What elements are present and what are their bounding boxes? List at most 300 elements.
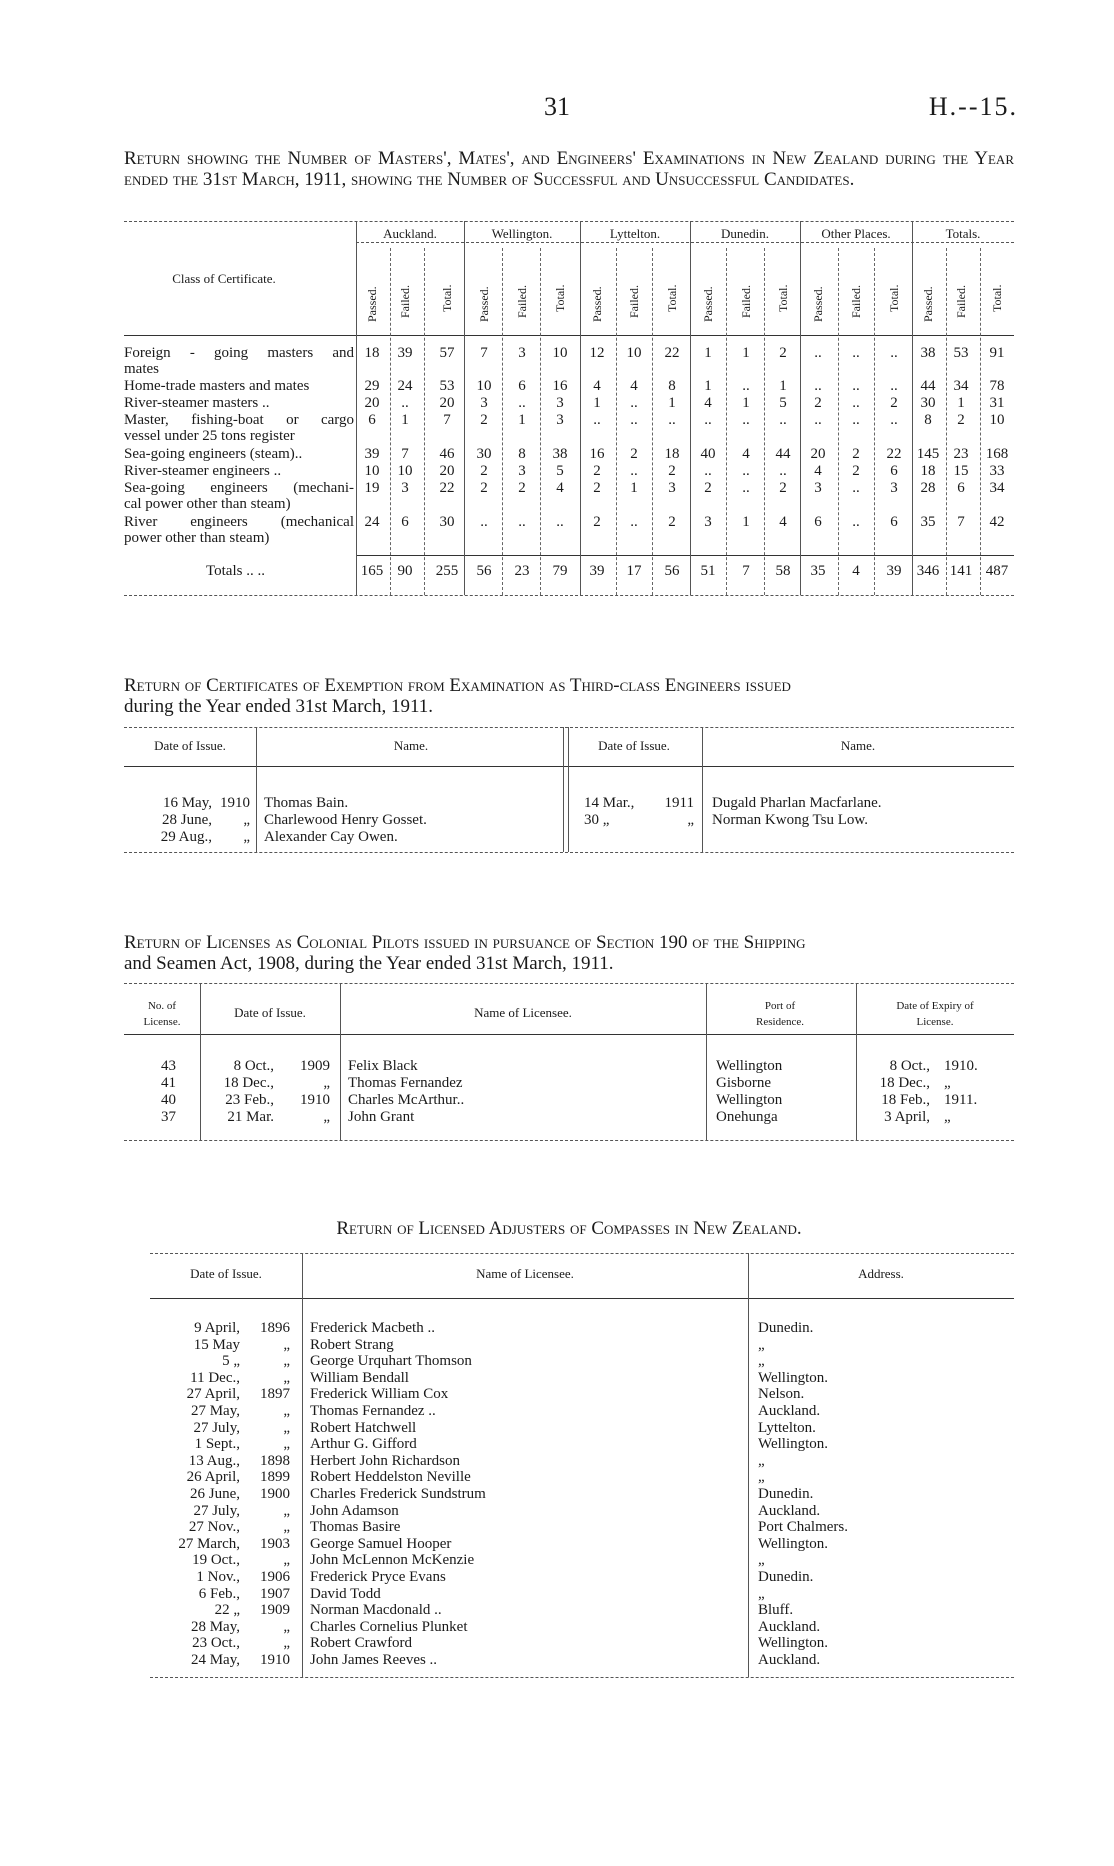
table-cell: 2 [480, 463, 488, 479]
table3-title: Return of Licenses as Colonial Pilots issued in pursuance of Section 190 of the Shipping and Seamen Act, 1908, during the Year ended 31st March, 1911. [124, 932, 806, 974]
table-cell: 3 [518, 463, 526, 479]
issue-date: 27 July, [193, 1419, 240, 1436]
issue-date: 30 „ [584, 812, 610, 828]
table-cell: 2 [814, 395, 822, 411]
issue-year: „ [283, 1436, 290, 1453]
column-line [356, 221, 357, 595]
issue-year: „ [283, 1618, 290, 1635]
licensee-name: William Bendall [310, 1369, 409, 1386]
issue-date: 27 March, [178, 1535, 240, 1552]
issue-date: 15 May [193, 1336, 240, 1353]
issue-date: 14 Mar., [584, 795, 635, 811]
issue-year: „ [243, 829, 250, 845]
issue-date: 1 Nov., [196, 1569, 240, 1585]
licensee-address: Dunedin. [758, 1569, 814, 1585]
issue-date: 19 Oct., [192, 1552, 240, 1569]
row-label: Sea-going engineers (mechani- [124, 480, 354, 496]
licensee-name: Herbert John Richardson [310, 1452, 460, 1469]
table-cell: .. [704, 463, 712, 479]
table-cell: 3 [704, 514, 712, 530]
t2-header-date-right: Date of Issue. [598, 738, 670, 753]
table-cell: .. [779, 412, 787, 428]
licensee-address: Nelson. [758, 1386, 805, 1403]
table-cell: 4 [704, 395, 712, 411]
table-cell: 1 [742, 395, 750, 411]
licensee-name: George Samuel Hooper [310, 1535, 452, 1552]
table-cell: 24 [364, 514, 380, 530]
table-cell: 2 [480, 480, 488, 496]
table-cell: .. [630, 412, 638, 428]
table-cell: .. [630, 395, 638, 411]
table-cell: 4 [556, 480, 564, 496]
t2-vline [568, 727, 569, 852]
table-cell: .. [852, 345, 860, 361]
issue-year: 1909 [300, 1058, 330, 1074]
table-cell: 38 [552, 446, 568, 462]
issue-date: 28 June, [162, 812, 212, 828]
table-cell: 5 [556, 463, 564, 479]
issue-date: 26 June, [190, 1486, 240, 1502]
table-cell: 42 [989, 514, 1005, 530]
issue-date: 27 Nov., [188, 1519, 240, 1536]
t3-vline [856, 983, 857, 1140]
licensee-address: Wellington. [758, 1535, 829, 1552]
table-cell: 7 [401, 446, 409, 462]
licensee-name: Charles Frederick Sundstrum [310, 1486, 486, 1502]
table-cell: 78 [989, 378, 1005, 394]
table-cell: 4 [593, 378, 601, 394]
issue-date: 23 Oct., [192, 1635, 240, 1652]
column-sub-header: Total. [887, 284, 901, 312]
licensee-name: John Grant [348, 1109, 415, 1125]
column-line [838, 248, 839, 595]
port-of-residence: Onehunga [716, 1109, 778, 1125]
table-cell: .. [814, 345, 822, 361]
totals-cell: 17 [626, 563, 642, 579]
expiry-year: „ [944, 1109, 951, 1125]
table4-title: Return of Licensed Adjusters of Compasses in New Zealand. [336, 1218, 802, 1239]
column-sub-header: Passed. [365, 286, 379, 322]
totals-cell: 4 [852, 563, 860, 579]
column-line [980, 248, 981, 595]
expiry-year: „ [944, 1075, 951, 1091]
table-cell: 28 [920, 480, 936, 496]
column-line [424, 248, 425, 595]
issue-date: 28 May, [190, 1618, 240, 1635]
table-cell: 7 [443, 412, 451, 428]
place-header: Wellington. [491, 226, 553, 241]
table-cell: 29 [364, 378, 380, 394]
issue-year: „ [283, 1635, 290, 1652]
license-number: 43 [161, 1058, 176, 1074]
table-cell: 6 [890, 514, 898, 530]
issue-date: 27 May, [190, 1403, 240, 1419]
table-cell: 3 [556, 395, 564, 411]
column-line [726, 248, 727, 595]
table-cell: 1 [704, 378, 712, 394]
licensee-name: Thomas Basire [310, 1519, 401, 1536]
column-sub-header: Total. [776, 284, 790, 312]
table-cell: .. [742, 412, 750, 428]
column-sub-header: Total. [553, 284, 567, 312]
totals-cell: 79 [552, 563, 568, 579]
table-cell: 12 [589, 345, 605, 361]
column-sub-header: Passed. [921, 286, 935, 322]
table2-header-rule [124, 766, 1014, 767]
table1-header-rule [124, 335, 1014, 336]
totals-cell: 56 [664, 563, 680, 579]
totals-cell: 141 [949, 563, 973, 579]
issue-year: 1910 [220, 795, 250, 811]
licensee-name: Thomas Fernandez [348, 1075, 463, 1091]
issue-year: 1900 [260, 1486, 290, 1502]
issue-date: 8 Oct., [233, 1058, 274, 1074]
column-sub-header: Passed. [701, 286, 715, 322]
table-cell: 2 [852, 446, 860, 462]
table-cell: 30 [476, 446, 492, 462]
table-cell: 34 [953, 378, 969, 394]
row-label: mates [124, 361, 159, 377]
table-cell: 2 [630, 446, 638, 462]
table-cell: 3 [401, 480, 409, 496]
port-of-residence: Wellington [716, 1058, 783, 1074]
licensee-address: Auckland. [758, 1502, 821, 1519]
table-cell: 8 [518, 446, 526, 462]
licensee-name: John Adamson [310, 1502, 399, 1519]
table-cell: 30 [439, 514, 455, 530]
table-cell: 2 [480, 412, 488, 428]
column-line [390, 248, 391, 595]
licensee-name: Robert Strang [310, 1336, 394, 1353]
licensee-address: Wellington. [758, 1635, 829, 1652]
licensee-address: Auckland. [758, 1403, 821, 1419]
table-cell: 6 [368, 412, 376, 428]
licensee-address: Port Chalmers. [758, 1519, 848, 1536]
issue-year: 1907 [260, 1585, 290, 1602]
table-cell: 145 [916, 446, 940, 462]
table1-top-rule [124, 221, 1014, 222]
issue-date: 11 Dec., [190, 1369, 240, 1386]
licensee-address: „ [758, 1552, 765, 1569]
table-cell: 2 [593, 480, 601, 496]
table-cell: .. [704, 412, 712, 428]
column-sub-header: Failed. [954, 285, 968, 318]
table-cell: .. [814, 412, 822, 428]
table-cell: 16 [589, 446, 605, 462]
table-cell: 4 [742, 446, 750, 462]
t3-vline [706, 983, 707, 1140]
table-cell: .. [556, 514, 564, 530]
table-cell: 53 [439, 378, 455, 394]
t4-vline [748, 1253, 749, 1677]
row-label: Master, fishing-boat or cargo [124, 412, 354, 428]
issue-date: 27 July, [193, 1502, 240, 1519]
table1-place-rule [356, 242, 1014, 243]
license-number: 37 [161, 1109, 176, 1125]
table-cell: 16 [552, 378, 568, 394]
licensee-name: Felix Black [348, 1058, 418, 1074]
totals-cell: 23 [514, 563, 530, 579]
t4-header-address: Address. [858, 1266, 904, 1281]
row-label: River engineers (mechanical [124, 514, 354, 530]
table-cell: 2 [593, 514, 601, 530]
table-cell: 18 [364, 345, 380, 361]
table-cell: 20 [810, 446, 826, 462]
table-cell: .. [814, 378, 822, 394]
table2-bottom-rule [124, 852, 1014, 853]
table-cell: 6 [401, 514, 409, 530]
table-cell: 30 [920, 395, 936, 411]
issue-date: 9 April, [194, 1320, 240, 1336]
table-cell: 2 [668, 514, 676, 530]
row-label: River-steamer masters .. [124, 395, 270, 411]
table-cell: 33 [989, 463, 1005, 479]
column-sub-header: Failed. [849, 285, 863, 318]
table-cell: 4 [814, 463, 822, 479]
table4-bottom-rule [150, 1677, 1014, 1678]
table-cell: 2 [668, 463, 676, 479]
issue-date: 29 Aug., [160, 829, 212, 845]
table-cell: 4 [630, 378, 638, 394]
table-cell: 7 [957, 514, 965, 530]
licensee-name: Norman Macdonald .. [310, 1602, 442, 1619]
licensee-name: George Urquhart Thomson [310, 1353, 472, 1370]
table-cell: 3 [890, 480, 898, 496]
licensee-address: Dunedin. [758, 1486, 814, 1502]
column-line [652, 248, 653, 595]
page-number: 31 [544, 92, 570, 121]
licensee-name: Thomas Fernandez .. [310, 1403, 436, 1419]
licensee-address: „ [758, 1336, 765, 1353]
column-line [580, 221, 581, 595]
licensee-address: Lyttelton. [758, 1419, 816, 1436]
t3-header-expiry: Date of Expiry of License. [896, 1000, 974, 1028]
t3-header-name: Name of Licensee. [474, 1005, 572, 1020]
licensee-address: „ [758, 1452, 765, 1469]
row-label: River-steamer engineers .. [124, 463, 282, 479]
table1-bottom-rule [124, 595, 1014, 596]
column-sub-header: Passed. [811, 286, 825, 322]
table-cell: 20 [439, 463, 455, 479]
table-cell: 22 [664, 345, 680, 361]
table-cell: 1 [957, 395, 965, 411]
totals-cell: 39 [886, 563, 902, 579]
table-cell: 53 [953, 345, 969, 361]
table-cell: 2 [890, 395, 898, 411]
table-cell: 57 [439, 345, 455, 361]
issue-date: 21 Mar. [227, 1109, 274, 1125]
engineer-name: Norman Kwong Tsu Low. [712, 812, 869, 828]
table-cell: .. [668, 412, 676, 428]
table-cell: .. [852, 412, 860, 428]
table-cell: 8 [924, 412, 932, 428]
table-cell: .. [742, 378, 750, 394]
issue-year: „ [283, 1403, 290, 1419]
totals-cell: 255 [435, 563, 459, 579]
issue-year: „ [283, 1552, 290, 1569]
row-label: Foreign - going masters and [124, 345, 354, 361]
column-line [540, 248, 541, 595]
table4-header-rule [150, 1298, 1014, 1299]
t4-header-name: Name of Licensee. [476, 1266, 574, 1281]
t4-header-date: Date of Issue. [190, 1266, 262, 1281]
table-cell: 6 [957, 480, 965, 496]
issue-date: 22 „ [214, 1602, 240, 1619]
table-cell: 1 [779, 378, 787, 394]
issue-year: „ [687, 812, 694, 828]
totals-cell: 7 [742, 563, 750, 579]
issue-date: 16 May, [162, 795, 212, 811]
t3-header-no: No. of License. [143, 1000, 181, 1028]
table-cell: 7 [480, 345, 488, 361]
issue-date: 5 „ [222, 1353, 240, 1370]
t2-vline [563, 727, 564, 852]
issue-year: 1909 [260, 1602, 290, 1619]
issue-year: „ [283, 1419, 290, 1436]
class-of-certificate-header: Class of Certificate. [172, 271, 276, 286]
table-cell: 44 [775, 446, 791, 462]
row-label: Sea-going engineers (steam).. [124, 446, 303, 462]
issue-year: 1910 [260, 1652, 290, 1668]
table-cell: 1 [704, 345, 712, 361]
issue-year: „ [283, 1502, 290, 1519]
totals-cell: 165 [360, 563, 384, 579]
row-label: power other than steam) [124, 530, 270, 546]
table-cell: .. [401, 395, 409, 411]
table-cell: 10 [552, 345, 568, 361]
table-cell: .. [852, 378, 860, 394]
table3-bottom-rule [124, 1140, 1014, 1141]
column-line [464, 221, 465, 595]
table-cell: 3 [556, 412, 564, 428]
port-of-residence: Gisborne [716, 1075, 771, 1091]
licensee-name: Frederick Macbeth .. [310, 1320, 435, 1336]
table-cell: 1 [668, 395, 676, 411]
issue-date: 13 Aug., [188, 1452, 240, 1469]
table-cell: 1 [518, 412, 526, 428]
table-cell: 6 [814, 514, 822, 530]
licensee-name: Charles McArthur.. [348, 1092, 465, 1108]
table-cell: 168 [985, 446, 1009, 462]
column-sub-header: Failed. [627, 285, 641, 318]
licensee-name: Charles Cornelius Plunket [310, 1618, 468, 1635]
engineer-name: Alexander Cay Owen. [264, 829, 398, 845]
issue-date: 18 Dec., [223, 1075, 274, 1091]
table-cell: 18 [920, 463, 936, 479]
issue-date: 27 April, [186, 1386, 240, 1403]
table4-top-rule [150, 1253, 1014, 1254]
t2-vline [702, 727, 703, 852]
t2-header-name-right: Name. [840, 738, 876, 753]
issue-year: „ [283, 1336, 290, 1353]
licensee-address: Auckland. [758, 1652, 821, 1668]
licensee-name: Arthur G. Gifford [310, 1436, 417, 1453]
table-cell: 1 [401, 412, 409, 428]
issue-year: 1903 [260, 1535, 290, 1552]
table-cell: 2 [593, 463, 601, 479]
table-cell: 19 [364, 480, 380, 496]
table-cell: 31 [989, 395, 1005, 411]
row-label: Home-trade masters and mates [124, 378, 310, 394]
port-of-residence: Wellington [716, 1092, 783, 1108]
totals-cell: 56 [476, 563, 492, 579]
totals-cell: 39 [589, 563, 605, 579]
table3-top-rule [124, 983, 1014, 984]
table-cell: .. [518, 514, 526, 530]
issue-date: 24 May, [190, 1652, 240, 1668]
table-cell: .. [630, 463, 638, 479]
table-cell: 22 [439, 480, 455, 496]
issue-date: 23 Feb., [225, 1092, 274, 1108]
table-cell: 3 [814, 480, 822, 496]
table-cell: 18 [664, 446, 680, 462]
table-cell: .. [518, 395, 526, 411]
issue-year: 1899 [260, 1469, 290, 1486]
column-sub-header: Passed. [590, 286, 604, 322]
column-sub-header: Total. [665, 284, 679, 312]
place-header: Other Places. [821, 226, 891, 241]
table-cell: 10 [626, 345, 642, 361]
t2-vline [256, 727, 257, 852]
issue-year: 1898 [260, 1452, 290, 1469]
expiry-year: 1910. [944, 1058, 978, 1074]
issue-year: „ [323, 1075, 330, 1091]
table-cell: 3 [518, 345, 526, 361]
issue-date: 6 Feb., [198, 1585, 240, 1602]
totals-cell: 35 [810, 563, 826, 579]
table-cell: .. [852, 480, 860, 496]
table1-title: Return showing the Number of Masters', Mates', and Engineers' Examinations in New Zealand during the Year ended the 31st March, 1911, showing the Number of Successful and Unsuccessful Candidates. [124, 148, 1014, 190]
expiry-date: 18 Feb., [881, 1092, 930, 1108]
table-cell: .. [852, 395, 860, 411]
table-cell: 2 [518, 480, 526, 496]
licensee-name: John James Reeves .. [310, 1652, 438, 1668]
column-sub-header: Failed. [398, 285, 412, 318]
column-line [946, 248, 947, 595]
t2-header-name-left: Name. [393, 738, 429, 753]
issue-year: 1896 [260, 1320, 290, 1336]
column-line [800, 221, 801, 595]
column-line [912, 221, 913, 595]
table-cell: 2 [957, 412, 965, 428]
licensee-address: Dunedin. [758, 1320, 814, 1336]
column-line [616, 248, 617, 595]
table-cell: 44 [920, 378, 936, 394]
column-sub-header: Failed. [515, 285, 529, 318]
table-cell: .. [480, 514, 488, 530]
table-cell: .. [742, 480, 750, 496]
issue-year: „ [283, 1519, 290, 1536]
licensee-address: Wellington. [758, 1436, 829, 1453]
table-cell: 6 [518, 378, 526, 394]
table-cell: .. [890, 412, 898, 428]
table-cell: 1 [742, 514, 750, 530]
t3-header-port: Port of Residence. [756, 1000, 804, 1028]
table-cell: .. [890, 345, 898, 361]
table2-top-rule [124, 727, 1014, 728]
engineer-name: Charlewood Henry Gosset. [264, 812, 427, 828]
table-cell: .. [630, 514, 638, 530]
t4-vline [302, 1253, 303, 1677]
table-cell: 8 [668, 378, 676, 394]
issue-year: 1910 [300, 1092, 330, 1108]
licensee-name: Frederick William Cox [310, 1386, 449, 1403]
licensee-address: „ [758, 1585, 765, 1602]
column-sub-header: Total. [990, 284, 1004, 312]
table-cell: 3 [668, 480, 676, 496]
t3-header-date: Date of Issue. [234, 1005, 306, 1020]
t3-vline [340, 983, 341, 1140]
